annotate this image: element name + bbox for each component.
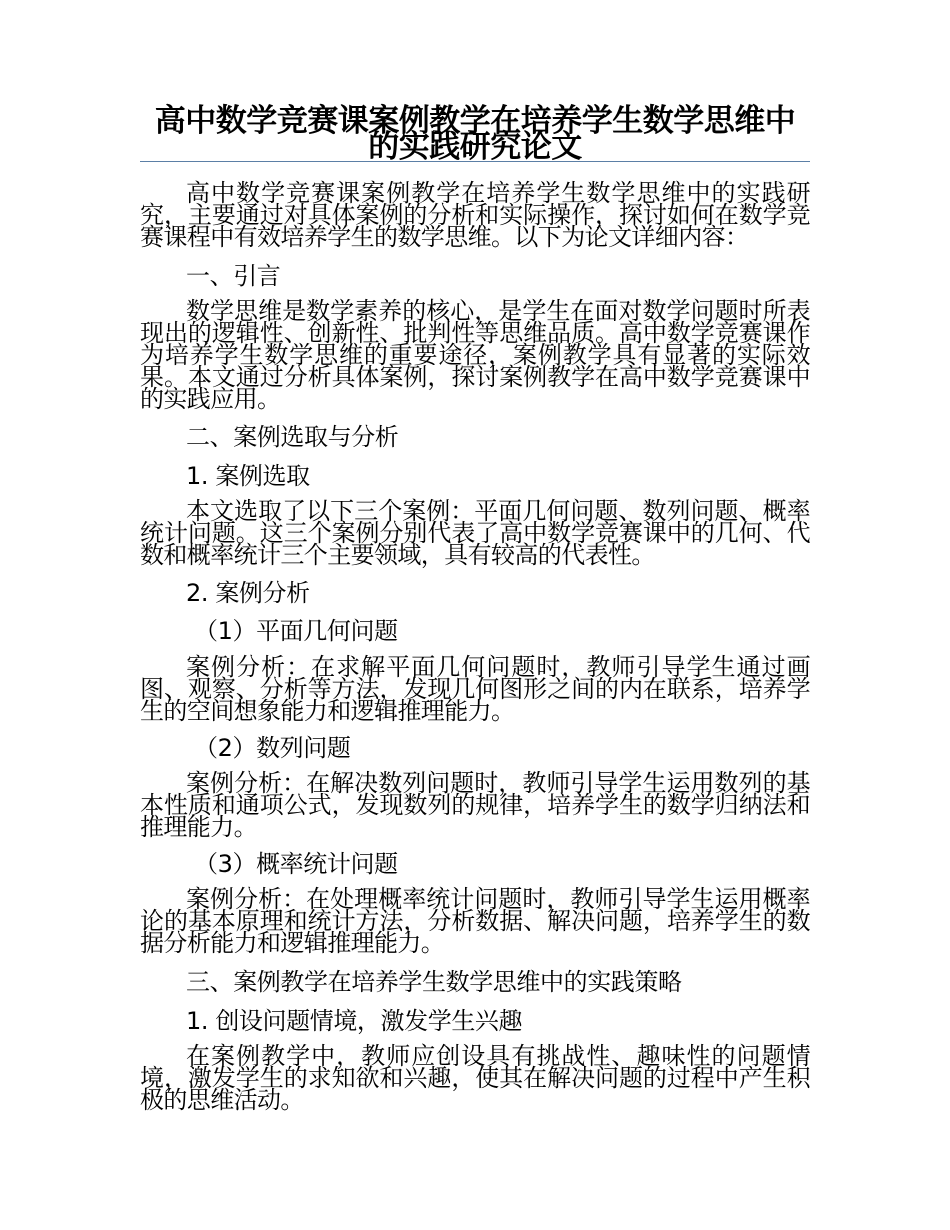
section-1-paragraph: 数学思维是数学素养的核心，是学生在面对数学问题时所表现出的逻辑性、创新性、批判性等思维品质。高中数学竞赛课作为培养学生数学思维的重要途径，案例教学具有显著的实际效果。本文通过分析具体案例，探讨案例教学在高中数学竞赛课中的实践应用。 [140, 297, 810, 413]
case-2-paragraph: 案例分析：在解决数列问题时，教师引导学生运用数列的基本性质和通项公式，发现数列的规律，培养学生的数学归纳法和推理能力。 [140, 769, 810, 841]
case-2-heading: （2）数列问题 [194, 734, 351, 762]
section-3-heading: 三、案例教学在培养学生数学思维中的实践策略 [186, 968, 682, 996]
section-2-1-heading: 1. 案例选取 [186, 462, 310, 490]
case-1-paragraph: 案例分析：在求解平面几何问题时，教师引导学生通过画图、观察、分析等方法，发现几何图形之间的内在联系，培养学生的空间想象能力和逻辑推理能力。 [140, 653, 810, 725]
section-2-2-heading: 2. 案例分析 [186, 579, 310, 607]
intro-paragraph: 高中数学竞赛课案例教学在培养学生数学思维中的实践研究，主要通过对具体案例的分析和实际操作，探讨如何在数学竞赛课程中有效培养学生的数学思维。以下为论文详细内容： [140, 179, 810, 251]
section-2-heading: 二、案例选取与分析 [186, 423, 399, 451]
title-underline [140, 161, 810, 162]
case-1-heading: （1）平面几何问题 [194, 617, 398, 645]
case-3-paragraph: 案例分析：在处理概率统计问题时，教师引导学生运用概率论的基本原理和统计方法，分析数据、解决问题，培养学生的数据分析能力和逻辑推理能力。 [140, 885, 810, 957]
section-2-1-paragraph: 本文选取了以下三个案例：平面几何问题、数列问题、概率统计问题。这三个案例分别代表了高中数学竞赛课中的几何、代数和概率统计三个主要领域，具有较高的代表性。 [140, 497, 810, 569]
section-3-1-heading: 1. 创设问题情境，激发学生兴趣 [186, 1007, 523, 1035]
case-3-heading: （3）概率统计问题 [194, 850, 398, 878]
document-title: 高中数学竞赛课案例教学在培养学生数学思维中的实践研究论文 [154, 103, 796, 165]
section-3-1-paragraph: 在案例教学中，教师应创设具有挑战性、趣味性的问题情境，激发学生的求知欲和兴趣，使其在解决问题的过程中产生积极的思维活动。 [140, 1042, 810, 1114]
section-1-heading: 一、引言 [186, 262, 281, 290]
